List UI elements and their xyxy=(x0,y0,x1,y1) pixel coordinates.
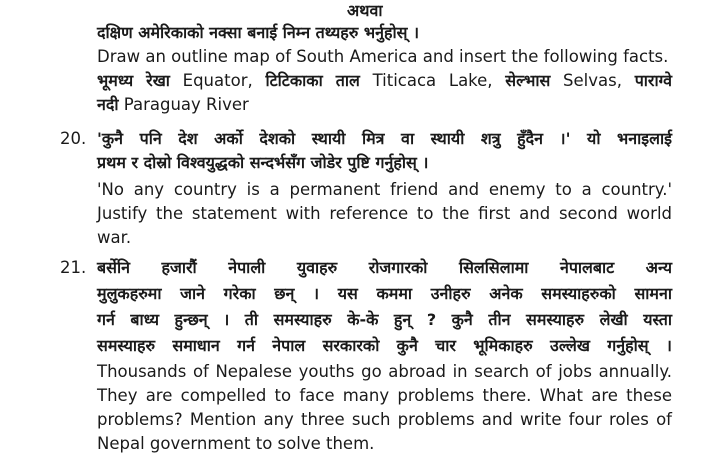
question-21-en-line2: They are compelled to face many problems there. What are these xyxy=(97,386,672,405)
question-21-number: 21. xyxy=(60,258,87,277)
fact-paraguay-en: Paraguay River xyxy=(123,95,249,114)
or-heading: अथवा xyxy=(347,1,383,20)
question-20-np-line1: 'कुनै पनि देश अर्को देशको स्थायी मित्र वा स्थायी शत्रु हुँदैन ।' यो भनाइलाई xyxy=(97,129,672,148)
fact-selvas-np: सेल्भास xyxy=(505,71,551,90)
fact-selvas-en: Selvas, xyxy=(563,71,622,90)
question-20-en-line1: 'No any country is a permanent friend and enemy to a country.' xyxy=(97,180,672,199)
question-20-number: 20. xyxy=(60,129,87,148)
question-21-en-line1: Thousands of Nepalese youths go abroad in search of jobs annually. xyxy=(97,362,672,381)
alt-question-facts-line2 xyxy=(97,94,249,116)
question-21-en-line3: problems? Mention any three such problems and write four roles of xyxy=(97,410,672,429)
question-21-np-line4: समस्याहरु समाधान गर्न नेपाल सरकारको कुनै चार भूमिकाहरु उल्लेख गर्नुहोस् । xyxy=(97,336,672,355)
question-20-en-line3: war. xyxy=(97,228,132,247)
question-20-np-line2: प्रथम र दोस्रो विश्वयुद्धको सन्दर्भसँग जोडेर पुष्टि गर्नुहोस् । xyxy=(97,153,429,172)
question-21-np-line1: बर्सेनि हजारौं नेपाली युवाहरु रोजगारको सिलसिलामा नेपालबाट अन्य xyxy=(97,258,672,277)
alt-question-en-line1: Draw an outline map of South America and insert the following facts. xyxy=(97,47,669,66)
fact-equator-en: Equator, xyxy=(182,71,253,90)
question-21-np-line3: गर्न बाध्य हुन्छन् । ती समस्याहरु के-के हुन् ? कुनै तीन समस्याहरु लेखी यस्ता xyxy=(97,310,672,329)
fact-titicaca-en: Titicaca Lake, xyxy=(372,71,493,90)
alt-question-np-line1: दक्षिण अमेरिकाको नक्सा बनाई निम्न तथ्यहरु भर्नुहोस् । xyxy=(97,23,420,42)
fact-titicaca-np: टिटिकाका ताल xyxy=(265,71,360,90)
question-21-en-line4: Nepal government to solve them. xyxy=(97,434,375,453)
fact-paraguay-np-part2: नदी xyxy=(97,95,119,114)
question-21-np-line2: मुलुकहरुमा जाने गरेका छन् । यस कममा उनीहरु अनेक समस्याहरुको सामना xyxy=(97,284,672,303)
fact-equator-np: भूमध्य रेखा xyxy=(97,71,170,90)
question-20-en-line2: Justify the statement with reference to the first and second world xyxy=(97,204,672,223)
alt-question-facts-line1 xyxy=(97,70,672,92)
fact-paraguay-np-part1: पाराग्वे xyxy=(634,71,672,90)
